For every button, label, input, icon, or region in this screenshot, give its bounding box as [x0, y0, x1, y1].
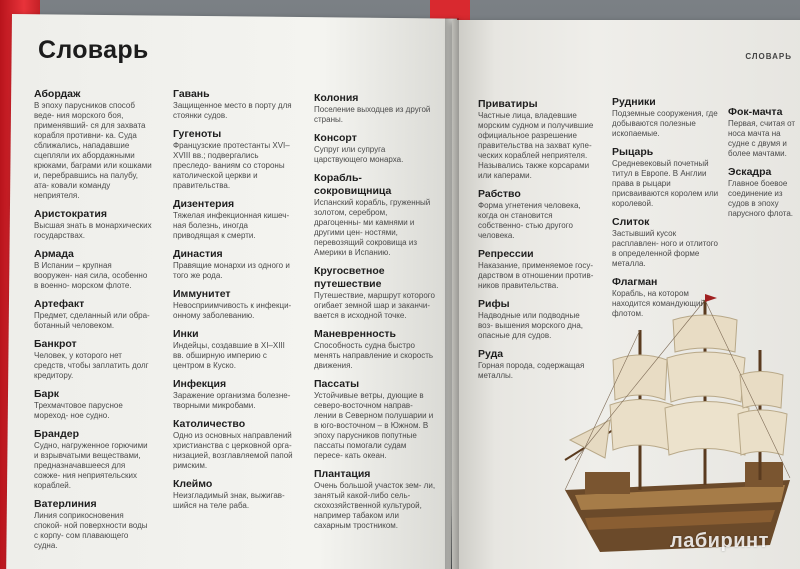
glossary-term: Колония	[314, 92, 359, 104]
glossary-definition: Супруг или супруга царствующего монарха.	[314, 145, 404, 164]
glossary-definition: Тяжелая инфекционная кишеч- ная болезнь, иногда приводящая к смерти.	[173, 211, 290, 240]
glossary-entry	[34, 338, 152, 381]
glossary-definition: Первая, считая от носа мачта на судне с двумя и более мачтами.	[728, 119, 796, 158]
glossary-entry	[173, 88, 295, 121]
glossary-definition: Защищенное место в порту для стоянки судов.	[173, 101, 292, 120]
glossary-term: Маневренность	[314, 328, 397, 340]
glossary-entry	[478, 248, 596, 291]
glossary-term: Слиток	[612, 216, 650, 228]
glossary-definition: Заражение организма болезне- творными микробами.	[173, 391, 291, 410]
glossary-term: Рифы	[478, 298, 510, 310]
glossary-term: Ватерлиния	[34, 498, 97, 510]
glossary-term: Артефакт	[34, 298, 85, 310]
glossary-definition: Путешествие, маршрут которого огибает земной шар и заканчи- вается в исходной точке.	[314, 291, 435, 320]
glossary-definition: Средневековый почетный титул в Европе. В Англии права в рыцари присваиваются королем или королевой.	[612, 159, 719, 208]
glossary-entry	[34, 298, 152, 331]
glossary-term: Инфекция	[173, 378, 227, 390]
glossary-entry	[34, 208, 152, 241]
glossary-term: Корабль-сокровищница	[314, 172, 392, 197]
glossary-entry	[173, 198, 295, 241]
page-title: Словарь	[38, 36, 149, 64]
glossary-term: Клеймо	[173, 478, 213, 490]
glossary-term: Династия	[173, 248, 223, 260]
glossary-term: Флагман	[612, 276, 658, 288]
glossary-column-2	[173, 88, 295, 518]
running-head: СЛОВАРЬ	[745, 52, 792, 61]
glossary-term: Инки	[173, 328, 199, 340]
glossary-definition: Трехмачтовое парусное мореход- ное судно.	[34, 401, 123, 420]
glossary-entry	[314, 132, 436, 165]
glossary-entry	[728, 166, 800, 219]
sailing-ship-illustration	[555, 290, 800, 560]
glossary-definition: Очень большой участок зем- ли, занятый какой-либо сель- скохозяйственной культурой, например табаком или сахарным тростником.	[314, 481, 436, 530]
glossary-entry	[478, 98, 596, 181]
glossary-definition: Французские протестанты XVI– XVIII вв.; подвергались преследо- ваниям со стороны католической церкви и правительства.	[173, 141, 290, 190]
glossary-term: Брандер	[34, 428, 80, 440]
glossary-term: Гугеноты	[173, 128, 222, 140]
glossary-entry	[612, 146, 722, 209]
glossary-term: Эскадра	[728, 166, 772, 178]
glossary-entry	[612, 216, 722, 269]
glossary-definition: Судно, нагруженное горючими и взрывчатыми веществами, предназначавшееся для сожже- ния неприятельских кораблей.	[34, 441, 148, 490]
glossary-entry	[478, 188, 596, 241]
glossary-definition: Наказание, применяемое госу- дарством в отношении против- ников правительства.	[478, 261, 594, 290]
glossary-term: Приватиры	[478, 98, 538, 110]
glossary-definition: Способность судна быстро менять направление и скорость движения.	[314, 341, 434, 370]
glossary-term: Абордаж	[34, 88, 81, 100]
glossary-definition: Предмет, сделанный или обра- ботанный человеком.	[34, 311, 150, 330]
glossary-term: Пассаты	[314, 378, 360, 390]
glossary-entry	[173, 418, 295, 471]
glossary-definition: Частные лица, владевшие морским судном и получившие официальное разрешение правительства на захват купе- ческих кораблей неприятеля. Назывались также корсарами или каперами.	[478, 111, 594, 180]
glossary-entry	[173, 478, 295, 511]
glossary-term: Банкрот	[34, 338, 77, 350]
glossary-definition: Линия соприкосновения спокой- ной поверхности воды с корпу- сом плавающего судна.	[34, 511, 148, 550]
glossary-definition: Надводные или подводные воз- вышения морского дна, опасные для судов.	[478, 311, 583, 340]
glossary-entry	[314, 172, 436, 258]
glossary-entry	[173, 378, 295, 411]
glossary-entry	[612, 96, 722, 139]
glossary-definition: Одно из основных направлений христианства с церковной орга- низацией, возглавляемой папой римским.	[173, 431, 293, 470]
glossary-definition: Корабль, на котором находится командующий флотом.	[612, 289, 705, 318]
glossary-term: Фок-мачта	[728, 106, 783, 118]
glossary-definition: Неизгладимый знак, выжигав- шийся на теле раба.	[173, 491, 285, 510]
glossary-entry	[314, 92, 436, 125]
glossary-term: Иммунитет	[173, 288, 231, 300]
glossary-entry	[314, 328, 436, 371]
glossary-entry	[314, 378, 436, 461]
glossary-definition: Застывший кусок расплавлен- ного и отлитого в определенной форме металла.	[612, 229, 718, 268]
glossary-term: Дизентерия	[173, 198, 235, 210]
glossary-definition: Поселение выходцев из другой страны.	[314, 105, 431, 124]
glossary-entry	[34, 88, 152, 201]
glossary-entry	[34, 428, 152, 491]
glossary-entry	[728, 106, 800, 159]
glossary-definition: Высшая знать в монархических государствах.	[34, 221, 152, 240]
glossary-definition: Подземные сооружения, где добываются полезные ископаемые.	[612, 109, 718, 138]
glossary-definition: Индейцы, создавшие в XI–XIII вв. обширную империю с центром в Куско.	[173, 341, 285, 370]
glossary-definition: Главное боевое соединение из судов в эпоху парусного флота.	[728, 179, 794, 218]
glossary-entry	[314, 265, 436, 321]
glossary-term: Плантация	[314, 468, 371, 480]
glossary-entry	[34, 248, 152, 291]
book-gutter	[445, 18, 459, 569]
glossary-entry	[173, 248, 295, 281]
glossary-term: Барк	[34, 388, 60, 400]
glossary-definition: В эпоху парусников способ веде- ния морского боя, применявший- ся для захвата корабля противни- ка. Суда сближались, нападавшие сцепляли их абордажными крюками, баграми или кошками и, перебравшись на палубу, ата- ковали команду неприятеля.	[34, 101, 152, 200]
glossary-entry	[173, 128, 295, 191]
glossary-column-3	[314, 92, 436, 538]
glossary-definition: Устойчивые ветры, дующие в северо-восточном направ- лении в Северном полушарии и в юго-восточном – в Южном. В эпоху парусников попутные пассаты помогали судам пересе- кать океан.	[314, 391, 434, 460]
glossary-entry	[173, 328, 295, 371]
glossary-definition: Испанский корабль, груженный золотом, серебром, драгоценны- ми камнями и другими цен- ностями, перевозящий сокровища из Америки в Испанию.	[314, 198, 431, 257]
glossary-definition: Человек, у которого нет средств, чтобы заплатить долг кредитору.	[34, 351, 149, 380]
glossary-term: Армада	[34, 248, 74, 260]
glossary-entry	[173, 288, 295, 321]
glossary-column-1	[34, 88, 152, 558]
glossary-definition: Невосприимчивость к инфекци- онному заболеванию.	[173, 301, 292, 320]
glossary-term: Гавань	[173, 88, 210, 100]
glossary-term: Кругосветное путешествие	[314, 265, 385, 290]
glossary-term: Рудники	[612, 96, 656, 108]
glossary-entry	[314, 468, 436, 531]
glossary-entry	[34, 388, 152, 421]
glossary-term: Руда	[478, 348, 504, 360]
glossary-term: Рыцарь	[612, 146, 654, 158]
glossary-term: Аристократия	[34, 208, 107, 220]
glossary-definition: Горная порода, содержащая металлы.	[478, 361, 585, 380]
glossary-column-6	[728, 106, 800, 226]
glossary-definition: Форма угнетения человека, когда он становится собственно- стью другого человека.	[478, 201, 581, 240]
glossary-term: Католичество	[173, 418, 246, 430]
glossary-term: Репрессии	[478, 248, 534, 260]
glossary-definition: Правящие монархи из одного и того же рода.	[173, 261, 290, 280]
glossary-definition: В Испании – крупная вооружен- ная сила, особенно в военно- морском флоте.	[34, 261, 148, 290]
watermark: лабиринт	[670, 530, 769, 552]
glossary-term: Консорт	[314, 132, 357, 144]
glossary-term: Рабство	[478, 188, 521, 200]
glossary-entry	[34, 498, 152, 551]
